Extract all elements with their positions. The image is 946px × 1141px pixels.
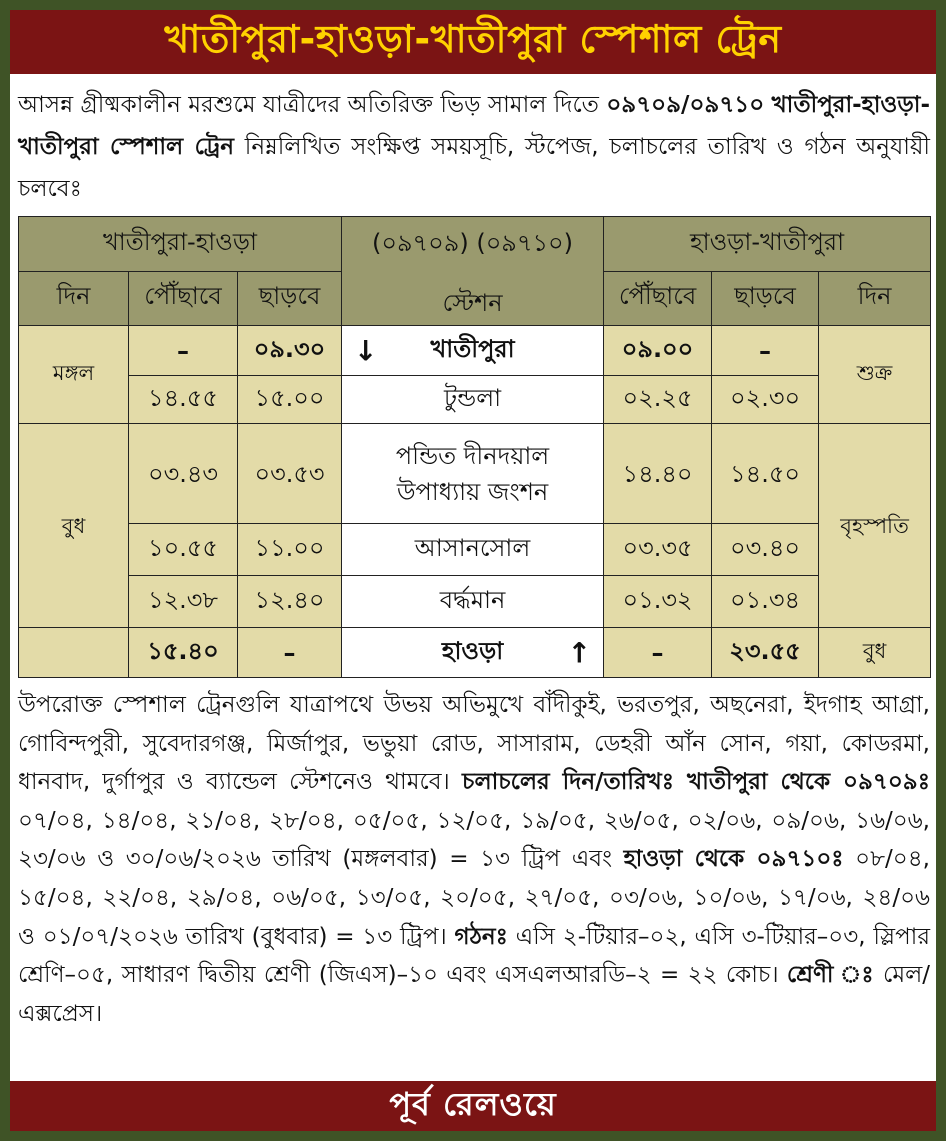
depart-cell: ১২.৪০ <box>238 576 342 628</box>
depart-cell-right: ২৩.৫৫ <box>712 628 819 678</box>
arrive-cell: ০৩.৪৩ <box>129 424 238 524</box>
arrive-cell: ১০.৫৫ <box>129 524 238 576</box>
arrive-cell-right: ১৪.৪০ <box>604 424 712 524</box>
header-day-right: দিন <box>819 271 931 326</box>
notes-class-heading: শ্রেণী ঃ <box>786 962 875 989</box>
intro-text-1: আসন্ন গ্রীষ্মকালীন মরশুমে যাত্রীদের অতিরিক্ত ভিড় সামাল দিতে <box>18 92 607 118</box>
arrive-cell-right: ০১.৩২ <box>604 576 712 628</box>
depart-cell: ১৫.০০ <box>238 376 342 424</box>
arrive-cell: – <box>129 326 238 376</box>
day-thursday: বৃহস্পতি <box>819 424 931 628</box>
arrive-cell: ১২.৩৮ <box>129 576 238 628</box>
day-wednesday-right: বুধ <box>819 628 931 678</box>
table-row <box>19 326 931 376</box>
arrive-cell: ১৫.৪০ <box>129 628 238 678</box>
intro-train-name: খাতীপুরা-হাওড়া-খাতীপুরা স্পেশাল ট্রেন <box>18 92 930 160</box>
depart-cell: – <box>238 628 342 678</box>
notes-howrah-heading: হাওড়া থেকে ০৯৭১০ঃ <box>623 846 844 873</box>
station-name-line-2: উপাধ্যায় জংশন <box>396 477 549 506</box>
header-station-group <box>342 217 604 326</box>
notes-paragraph <box>18 686 930 1033</box>
day-empty <box>19 628 129 678</box>
notes-composition-heading: গঠনঃ <box>454 923 508 950</box>
header-depart-right: ছাড়বে <box>712 271 819 326</box>
depart-cell-right: ০২.৩০ <box>712 376 819 424</box>
station-name: টুন্ডলা <box>342 376 604 424</box>
intro-text-2: নিম্নলিখিত সংক্ষিপ্ত সময়সূচি, স্টপেজ, চলাচলের তারিখ ও গঠন অনুযায়ী চলবেঃ <box>18 134 930 202</box>
notes-composition: এসি ২-টিয়ার–০২, এসি ৩-টিয়ার–০৩, স্লিপার শ্রেণি–০৫, সাধারণ দ্বিতীয় শ্রেণী (জিএস)–১০ এবং এসএলআরডি–২ = ২২ কোচ। <box>18 923 930 989</box>
notice-inner <box>10 10 936 1131</box>
station-name: খাতীপুরা <box>430 334 515 363</box>
depart-cell: ০৯.৩০ <box>238 326 342 376</box>
table-row <box>19 628 931 678</box>
station-cell <box>342 326 604 376</box>
day-friday: শুক্র <box>819 326 931 424</box>
notes-stoppages: উপরোক্ত স্পেশাল ট্রেনগুলি যাত্রাপথে উভয় অভিমুখে বাঁদীকুই, ভরতপুর, অছনেরা, ইদগাহ আগ্রা, গোবিন্দপুরী, সুবেদারগঞ্জ, মির্জাপুর, ভভুয়া রোড, সাসারাম, ডেহরী আঁন সোন, গয়া, কোডরমা, ধানবাদ, দুর্গাপুর ও ব্যান্ডেল স্টেশনেও থামবে। <box>18 692 930 796</box>
header-station: স্টেশন <box>442 289 503 317</box>
footer-eastern-railway: পূর্ব রেলওয়ে <box>10 1081 936 1131</box>
depart-cell-right: ১৪.৫০ <box>712 424 819 524</box>
table-row <box>19 524 931 576</box>
arrive-cell-right: ০২.২৫ <box>604 376 712 424</box>
day-wednesday: বুধ <box>19 424 129 628</box>
station-name: হাওড়া <box>441 636 504 665</box>
station-cell <box>342 424 604 524</box>
table-row <box>19 576 931 628</box>
station-name: আসানসোল <box>342 524 604 576</box>
timetable <box>18 216 931 678</box>
intro-paragraph <box>18 84 930 210</box>
header-howrah-khatipura: হাওড়া-খাতীপুরা <box>604 217 931 272</box>
day-tuesday: মঙ্গল <box>19 326 129 424</box>
header-day-left: দিন <box>19 271 129 326</box>
notes-class: মেল/এক্সপ্রেস। <box>18 962 930 1027</box>
depart-cell: ১১.০০ <box>238 524 342 576</box>
header-depart-left: ছাড়বে <box>238 271 342 326</box>
arrow-down-icon: ↓ <box>354 334 378 367</box>
header-arrive-right: পৌঁছাবে <box>604 271 712 326</box>
station-cell <box>342 628 604 678</box>
table-row <box>19 376 931 424</box>
arrow-up-icon: ↑ <box>567 636 592 669</box>
header-train-numbers: (০৯৭০৯) (০৯৭১০) <box>372 229 574 257</box>
header-khatipura-howrah: খাতীপুরা-হাওড়া <box>19 217 342 272</box>
depart-cell-right: ০১.৩৪ <box>712 576 819 628</box>
arrive-cell-right: – <box>604 628 712 678</box>
arrive-cell-right: ০৯.০০ <box>604 326 712 376</box>
arrive-cell-right: ০৩.৩৫ <box>604 524 712 576</box>
arrive-cell: ১৪.৫৫ <box>129 376 238 424</box>
notice-title: খাতীপুরা-হাওড়া-খাতীপুরা স্পেশাল ট্রেন <box>10 10 936 74</box>
intro-train-numbers: ০৯৭০৯/০৯৭১০ <box>606 92 765 118</box>
notes-dates-up: ০৭/০৪, ১৪/০৪, ২১/০৪, ২৮/০৪, ০৫/০৫, ১২/০৫, ১৯/০৫, ২৬/০৫, ০২/০৬, ০৯/০৬, ১৬/০৬, ২৩/০৬ ও ৩০/০৬/২০২৬ তারিখ (মঙ্গলবার) = ১৩ ট্রিপ এবং <box>18 807 930 873</box>
notes-schedule-heading: চলাচলের দিন/তারিখঃ খাতীপুরা থেকে ০৯৭০৯ঃ <box>462 769 930 796</box>
header-arrive-left: পৌঁছাবে <box>129 271 238 326</box>
station-name-line-1: পন্ডিত দীনদয়াল <box>395 441 550 470</box>
station-name: বর্দ্ধমান <box>342 576 604 628</box>
notes-dates-down: ০৮/০৪, ১৫/০৪, ২২/০৪, ২৯/০৪, ০৬/০৫, ১৩/০৫, ২০/০৫, ২৭/০৫, ০৩/০৬, ১০/০৬, ১৭/০৬, ২৪/০৬ ও ০১/০৭/২০২৬ তারিখ (বুধবার) = ১৩ ট্রিপ। <box>18 846 930 950</box>
depart-cell-right: – <box>712 326 819 376</box>
depart-cell: ০৩.৫৩ <box>238 424 342 524</box>
table-row <box>19 424 931 524</box>
depart-cell-right: ০৩.৪০ <box>712 524 819 576</box>
